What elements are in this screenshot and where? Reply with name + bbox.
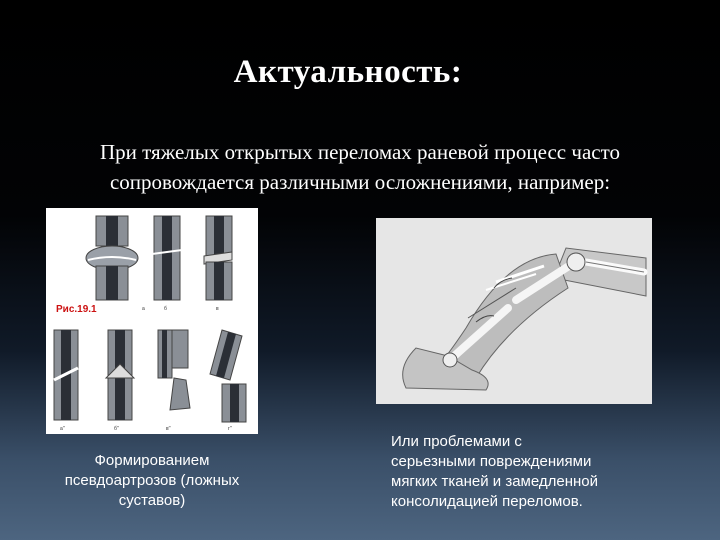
bone-diagram-b <box>152 216 182 300</box>
pseudoarthrosis-figure <box>46 208 258 434</box>
subfigure-label-c: в <box>216 306 219 312</box>
subfigure-label-b2: б'' <box>114 426 119 432</box>
subfigure-label-d2: г'' <box>228 426 232 432</box>
bone-diagram-b2 <box>106 330 134 420</box>
left-caption-line-3: суставов) <box>118 492 186 509</box>
bone-diagram-a <box>86 216 138 300</box>
bone-diagram-d2 <box>210 330 246 422</box>
bone-diagram-c <box>204 216 232 300</box>
subfigure-label-a2: а'' <box>60 426 65 432</box>
bone-diagram-c2 <box>158 330 190 410</box>
left-caption <box>42 451 262 511</box>
intro-text <box>40 137 680 197</box>
leg-fracture-figure <box>376 218 652 404</box>
intro-line-2: сопровождается различными осложнениями, например: <box>109 170 611 194</box>
intro-line-1: При тяжелых открытых переломах раневой процесс часто <box>100 140 620 164</box>
right-caption-line-1: Или проблемами с <box>391 433 522 450</box>
slide-title: Актуальность: <box>233 54 463 90</box>
subfigure-label-c2: в'' <box>166 426 171 432</box>
leg-fracture-illustration <box>376 218 652 404</box>
figure-label: Рис.19.1 <box>56 304 97 315</box>
pseudoarthrosis-diagram <box>46 208 258 434</box>
right-caption <box>391 432 661 512</box>
left-caption-line-1: Формированием <box>94 452 210 469</box>
right-caption-line-4: консолидацией переломов. <box>391 493 583 510</box>
right-caption-line-3: мягких тканей и замедленной <box>391 473 599 490</box>
right-caption-line-2: серьезными повреждениями <box>391 453 592 470</box>
left-caption-line-2: псевдоартрозов (ложных <box>64 472 240 489</box>
subfigure-label-a: а <box>142 306 145 312</box>
subfigure-label-b: б <box>164 306 167 312</box>
bone-diagram-a2 <box>54 330 78 420</box>
